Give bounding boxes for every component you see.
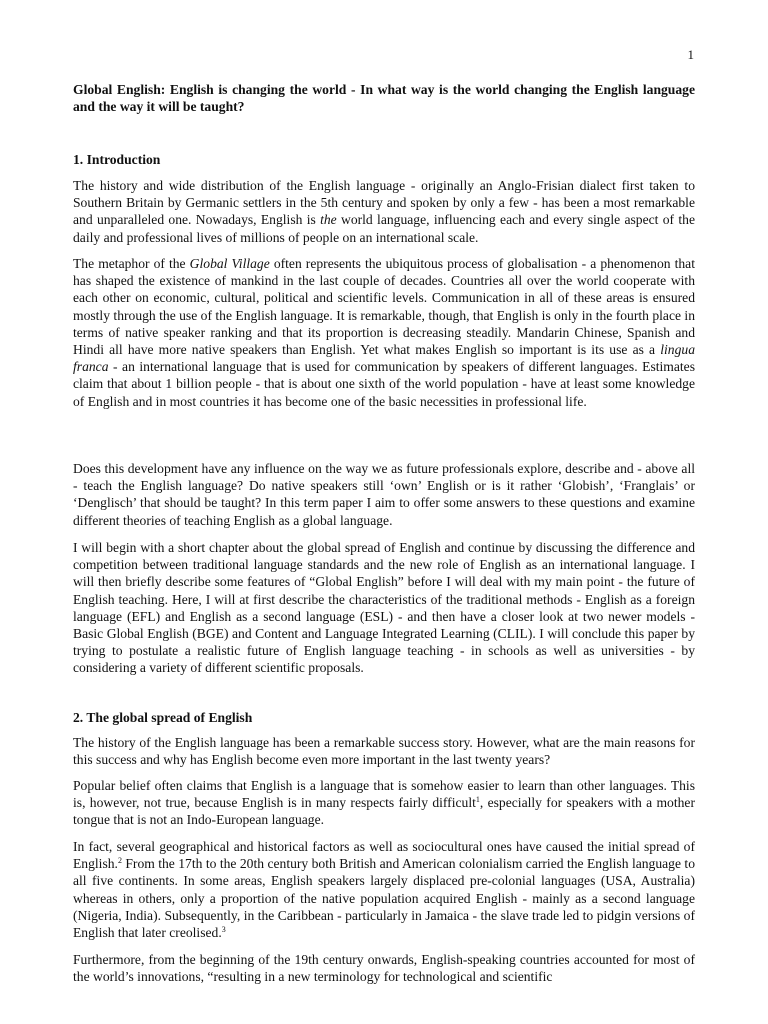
paragraph: The metaphor of the Global Village often represents the ubiquitous process of globalisation - a phenomenon that has shaped the existence of mankind in the last couple of decades. Countries all over the world cooperate with each other on economic, cultural, political and scientific levels. Communication in all of these areas is ensured mostly through the use of the English language. It is remarkable, though, that English is only in the fourth place in terms of native speaker ranking and that its proportion is decreasing steadily. Mandarin Chinese, Spanish and Hindi all have more native speakers than English. Yet what makes English so important is its use as a lingua franca - an international language that is used for communication by speakers of different languages. Estimates claim that about 1 billion people - that is about one sixth of the world population - have at least some knowledge of English and in most countries it has become one of the basic necessities in professional life.	[73, 256, 695, 409]
section-heading-introduction: 1. Introduction	[73, 152, 161, 167]
paragraph: In fact, several geographical and historical factors as well as sociocultural ones have caused the initial spread of English.$^2$ From the 17th to the 20th century both British and American colonialism carried the English language to all five continents. In some areas, English speakers largely displaced pre-colonial languages (USA, Australia) whereas in others, only a proportion of the native population acquired English - mainly as a second language (Nigeria, India). Subsequently, in the Caribbean - particularly in Jamaica - the slave trade led to pidgin versions of English that later creolised.$^3$	[73, 839, 695, 941]
section-heading-global-spread: 2. The global spread of English	[73, 710, 253, 725]
paragraph: I will begin with a short chapter about the global spread of English and continue by discussing the difference and competition between traditional language standards and the new role of English as an international language. I will then briefly describe some features of “Global English” before I will deal with my main point - the future of English teaching. Here, I will at first describe the characteristics of the traditional methods - English as a foreign language (EFL) and English as a second language (ESL) - and then have a closer look at two newer models - Basic Global English (BGE) and Content and Language Integrated Learning (CLIL). I will conclude this paper by trying to postulate a realistic future of English language teaching - in schools as well as universities - by considering a variety of different scientific proposals.	[73, 540, 695, 676]
document-title: Global English: English is changing the world - In what way is the world changing the English language and the way it will be taught?	[73, 82, 695, 115]
paragraph: Popular belief often claims that English is a language that is somehow easier to learn than other languages. This is, however, not true, because English is in many respects fairly difficult$^1$, especially for speakers with a mother tongue that is not an Indo-European language.	[73, 778, 695, 828]
paragraph: Furthermore, from the beginning of the 19th century onwards, English-speaking countries accounted for most of the world’s innovations, “resulting in a new terminology for technological and scientific	[73, 952, 695, 985]
paragraph: The history and wide distribution of the English language - originally an Anglo-Frisian dialect first taken to Southern Britain by Germanic settlers in the 5th century and spoken by only a few - has been a most remarkable and unparalleled one. Nowadays, English is the world language, influencing each and every single aspect of the daily and professional lives of millions of people on an international scale.	[73, 178, 695, 245]
footnote-ref[interactable]: 1	[475, 795, 480, 805]
page-number: 1	[687, 47, 694, 62]
paragraph: Does this development have any influence on the way we as future professionals explore, describe and - above all - teach the English language? Do native speakers still ‘own’ English or is it rather ‘Globish’, ‘Franglais’ or ‘Denglisch’ that should be taught? In this term paper I aim to offer some answers to these questions and examine different theories of teaching English as a global language.	[73, 461, 695, 528]
footnote-ref[interactable]: 2	[117, 856, 122, 866]
footnote-ref[interactable]: 3	[221, 925, 226, 935]
paragraph: The history of the English language has been a remarkable success story. However, what are the main reasons for this success and why has English become even more important in the last twenty years?	[73, 735, 695, 768]
